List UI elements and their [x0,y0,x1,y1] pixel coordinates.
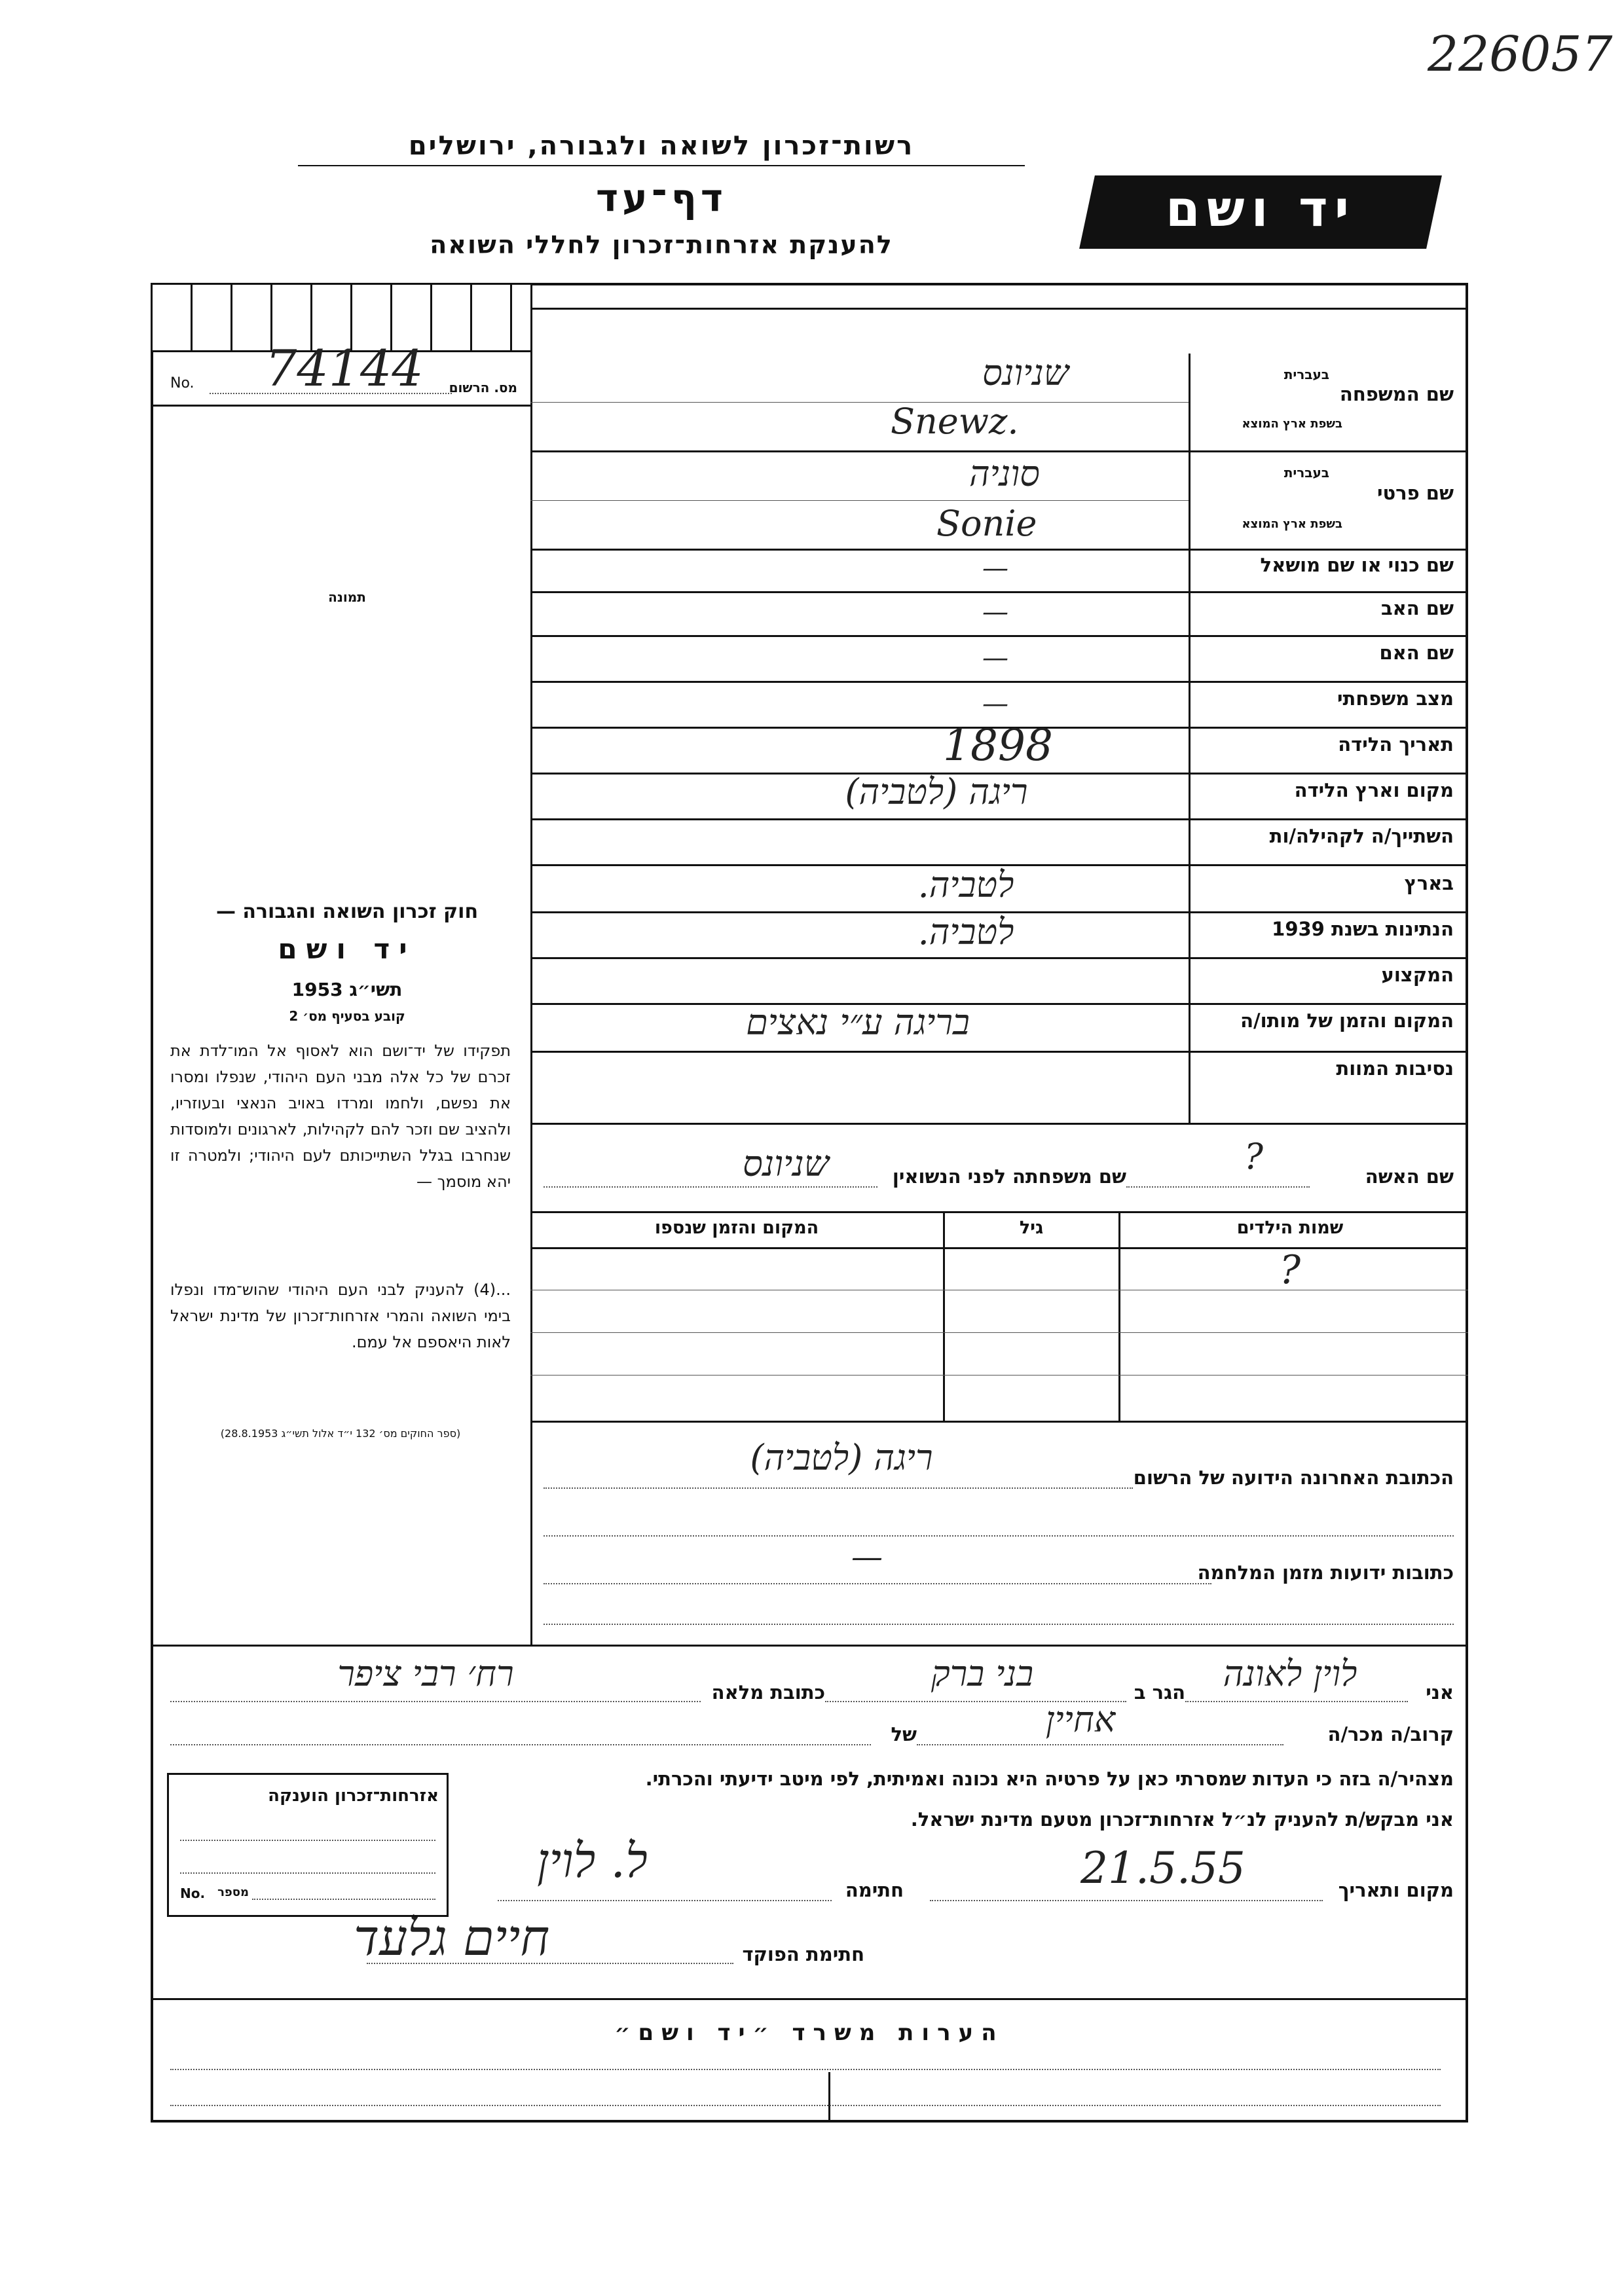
first-name-mid-line [530,500,1189,501]
place-date-dots [930,1900,1323,1901]
first-name-local-value: Sonie [936,503,1037,544]
first-name-hebrew-label: בעברית [1283,465,1329,481]
citizenship-label: הנתינות בשנת 1939 [1272,918,1454,940]
declaration-top-line [151,1645,1468,1647]
registration-no-label: No. [170,375,194,392]
mother-value: — [982,643,1008,673]
law-source: (ספר החוקים מס׳ 132 י״ד אלול תשי״ג 28.8.1953) [220,1427,461,1440]
last-address-value: ריגה (לטביה) [750,1437,933,1478]
row-line [530,549,1468,551]
first-name-hebrew-value: סוניה [969,453,1040,494]
wife-label: שם האשה [1365,1165,1454,1188]
office-notes-title: הערות משרד ״יד ושם״ [614,2020,1005,2046]
children-col-divider-1 [943,1211,945,1421]
office-notes-divider [828,2072,830,2123]
stamp-box-no-label: No. [180,1886,206,1901]
child-name-1: ? [1279,1247,1301,1293]
of-dots [170,1744,871,1745]
first-name-local-label: בשפת ארץ המוצא [1242,517,1342,531]
family-name-hebrew-label: בעברית [1283,367,1329,382]
children-row-line [530,1375,1468,1376]
country-label: בארץ [1404,872,1454,894]
officer-signature: חיים גלעד [354,1908,550,1967]
stamp-box-dots-1 [180,1840,435,1841]
address-dots-2 [544,1535,1454,1537]
registration-label: מס. הרשום [449,380,517,395]
wife-value: ? [1244,1136,1263,1177]
stamp-box-number-label: מספר [217,1886,249,1899]
wife-dots [1126,1186,1310,1188]
maiden-dots [544,1186,877,1188]
death-place-value: בריגה ע״י נאצים [746,1002,970,1043]
birth-date-value: 1898 [943,720,1053,771]
address-dots [170,1701,701,1702]
mother-label: שם האם [1379,642,1454,664]
form-title: דף־עד [595,175,728,220]
office-notes-dots-2 [170,2105,1441,2106]
address-label: כתובת מלאה [711,1681,825,1704]
signature-value: ל. לוין [537,1833,648,1888]
nickname-label: שם כנוי או שם מושאל [1260,554,1454,576]
of-label: של [891,1723,917,1745]
relative-label: קרוב/ה מכר/ה [1327,1723,1454,1745]
form-subtitle: להענקת אזרחות־זכרון לחללי השואה [430,230,893,259]
authority-underline [298,165,1025,166]
relative-value: אחיין [1045,1699,1116,1740]
registration-bottom-line [151,405,530,407]
law-name: יד ושם [278,933,416,965]
lives-value: בני ברק [931,1653,1034,1694]
last-address-dots [544,1487,1133,1489]
row-line [530,818,1468,820]
row-line [530,1051,1468,1053]
children-header-place: המקום והזמן שנספו [654,1218,819,1238]
death-circumstances-label: נסיבות המוות [1336,1057,1454,1080]
birth-place-value: ריגה (לטביה) [845,771,1028,812]
children-table-top [530,1211,1468,1213]
signature-dots [498,1900,832,1901]
authority-line: רשות־זכרון לשואה ולגבורה, ירושלים [408,131,915,161]
signature-label: חתימה [845,1879,904,1901]
law-title: חוק זכרון השואה והגבורה — [215,900,479,923]
relative-dots [917,1744,1283,1745]
law-year: תשי״ג 1953 [291,979,403,1000]
death-place-label: המקום והזמן של מותו/ה [1240,1010,1454,1032]
children-col-divider-2 [1118,1211,1120,1421]
officer-label: חתימת הפוקד [742,1943,864,1965]
row-line [530,635,1468,637]
children-table-bottom [530,1421,1468,1423]
stamp-box-dots-2 [180,1872,435,1874]
war-address-label: כתובות ידועות מזמן המלחמה [1197,1561,1454,1584]
address-value: רח׳ רבי ציפר [337,1653,514,1694]
maiden-name-label: שם משפחתה לפני הנשואין [892,1165,1126,1188]
stamp-box-title: אזרחות־זכרון הוענקה [268,1786,439,1806]
family-name-hebrew-value: שניונס [982,352,1069,393]
left-panel-divider [530,283,532,1645]
marital-value: — [982,689,1008,719]
children-header-names: שמות הילדים [1236,1218,1344,1238]
law-text-2: ...(4) להעניק לבני העם היהודי שהוש־מדו ונפלו בימי השואה והמרי אזרחות־זכרון של מדינת ישראל לאות היאספם אל עמם. [170,1281,511,1351]
law-clause: קובע בסעיף מס׳ 2 [289,1008,405,1024]
declarant-value: לוין לאונה [1223,1653,1357,1694]
first-name-label: שם פרטי [1376,482,1454,504]
registration-number: 74144 [265,339,424,397]
top-inner-line [530,308,1468,310]
address-dots-3 [544,1624,1454,1625]
photo-label: תמונה [328,589,366,605]
row-line [530,591,1468,593]
country-value: לטביה. [917,864,1014,905]
place-date-label: מקום ותאריך [1338,1879,1454,1901]
stamp-box-dots-3 [252,1899,435,1900]
father-label: שם האב [1380,597,1454,619]
declaration-statement: מצהיר/ה בזה כי העדות שמסרתי כאן על פרטיה היא נכונה ואמיתית, לפי מיטב ידיעתי והכרתי. [645,1768,1454,1790]
family-name-local-value: Snewz. [891,401,1019,442]
profession-label: המקצוע [1381,964,1454,986]
nickname-value: — [982,553,1008,583]
marital-label: מצב משפחתי [1337,687,1454,710]
logo-text: יד ושם [1165,179,1356,238]
family-name-label: שם המשפחה [1339,383,1454,405]
row-line [530,957,1468,959]
family-name-mid-line [530,402,1189,403]
birth-date-label: תאריך הלידה [1338,733,1454,756]
declarant-dots [1185,1701,1408,1702]
document-number: 226057 [1428,26,1613,82]
declarant-label: אני [1426,1681,1454,1704]
children-header-age: גיל [1019,1218,1044,1238]
label-column-divider [1189,354,1190,1123]
last-address-label: הכתובת האחרונה הידועה של הרשום [1133,1467,1454,1489]
row-line [530,681,1468,683]
office-notes-dots-1 [170,2069,1441,2070]
children-row-line [530,1332,1468,1333]
father-value: — [982,597,1008,627]
row-line [530,450,1468,452]
community-label: השתייך/ה לקהילה/ות [1269,825,1454,847]
birth-place-label: מקום וארץ הלידה [1294,779,1454,801]
declaration-request: אני מבקש/ת להעניק לנ״ל אזרחות־זכרון מטעם מדינת ישראל. [910,1808,1454,1831]
war-address-value: — [851,1539,883,1575]
row-line [530,1123,1468,1125]
maiden-name-value: שניונס [742,1143,830,1184]
war-address-dots [544,1583,1211,1584]
citizenship-value: לטביה. [917,911,1014,953]
law-text-1: תפקידו של יד־ושם הוא לאסוף אל המו־לדת את זכרם של כל אלה מבני העם היהודי, שנפלו ומסרו את נפשם, ולחמו ומרדו באויב הנאצי ובעוזריו, ולהציב שם וזכר להם לקהילות, לארגונים ולמוסדות שנחרבו בגלל השתייכותם לעם היהודי; ולמטרה זו יהא מוסמך — [170,1042,511,1191]
lives-label: הגר ב [1134,1681,1185,1704]
family-name-local-label: בשפת ארץ המוצא [1242,417,1342,431]
place-date-value: 21.5.55 [1080,1843,1246,1893]
office-notes-top-line [151,1998,1468,2000]
